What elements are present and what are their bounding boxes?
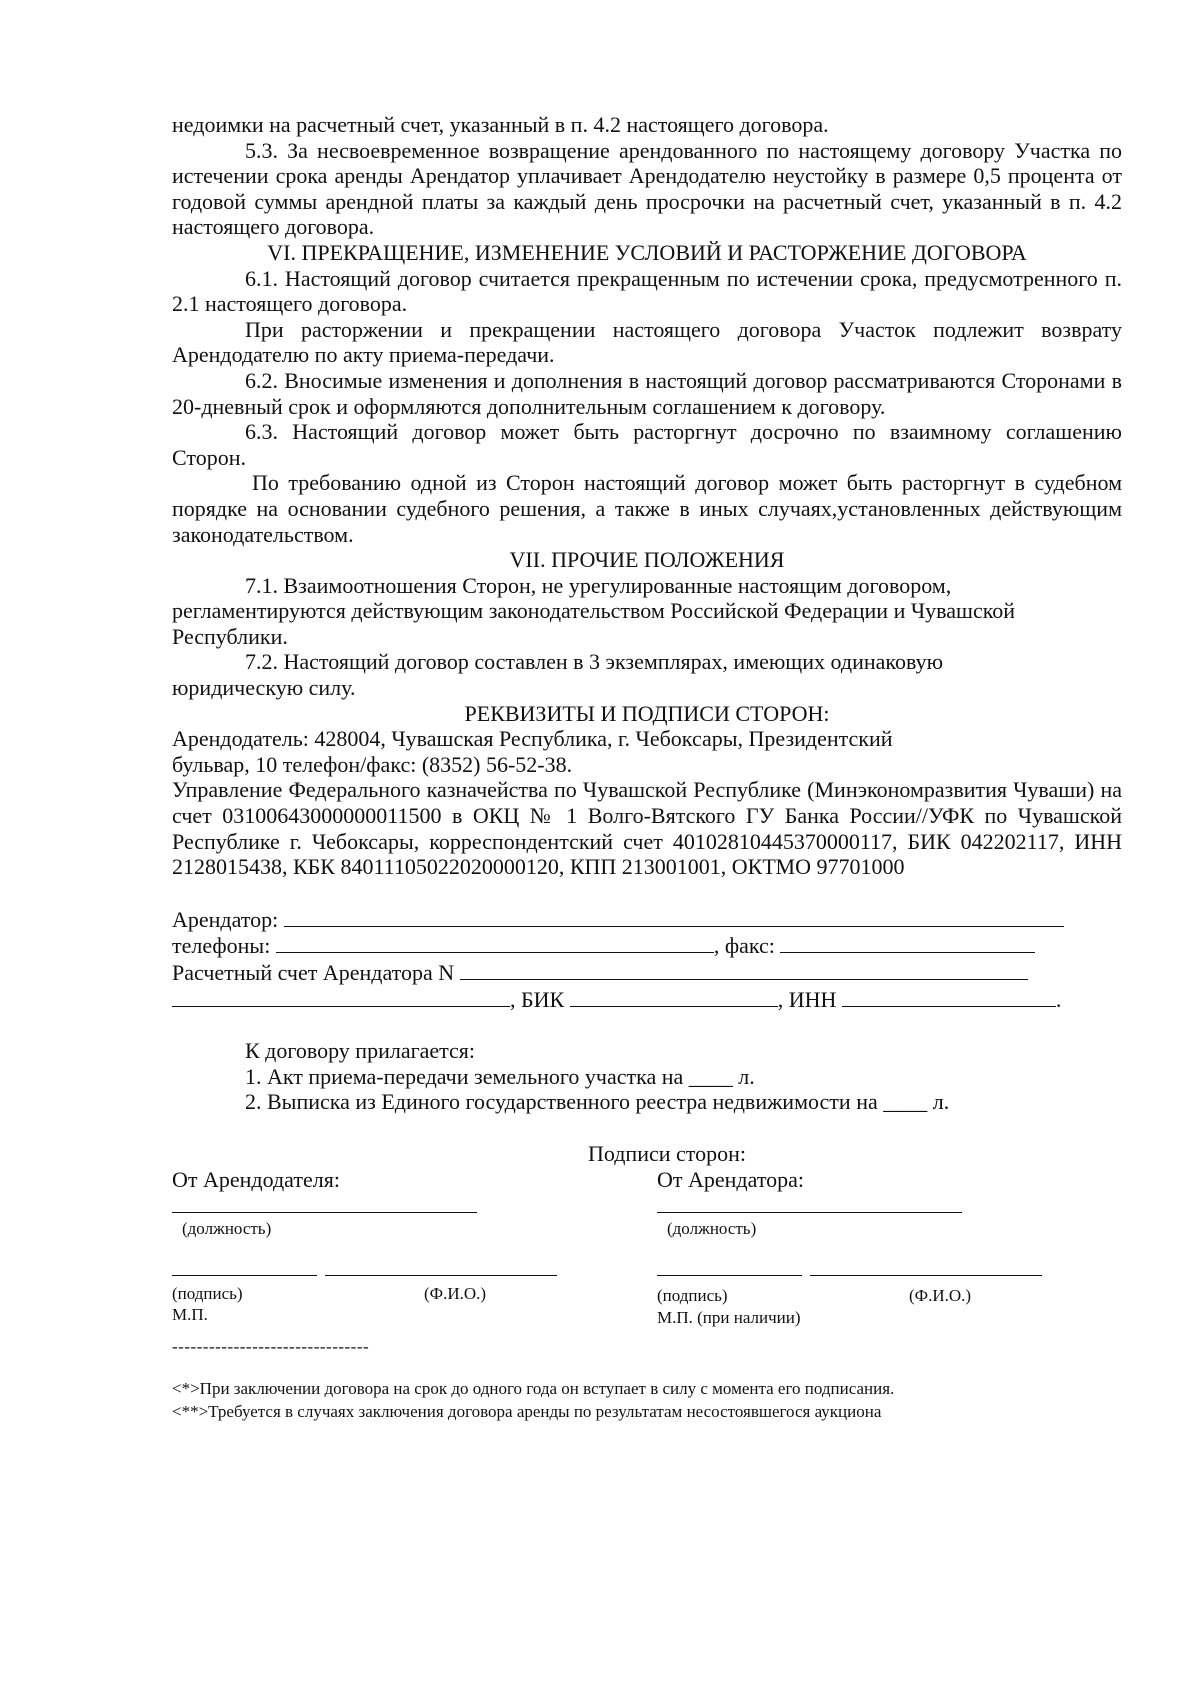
- paragraph-6-1-b: При расторжении и прекращении настоящего договора Участок подлежит возврату Арендодателю по акту приема-передачи.: [172, 316, 1122, 368]
- lessor-address: Арендодатель: 428004, Чувашская Республика, г. Чебоксары, Президентский бульвар, 10 телефон/факс: (8352) 56-52-38.: [172, 726, 893, 777]
- tenant-seal: М.П. (при наличии): [657, 1307, 801, 1327]
- lessor-fio-line[interactable]: [325, 1275, 557, 1276]
- heading-requisites: РЕКВИЗИТЫ И ПОДПИСИ СТОРОН:: [464, 700, 830, 726]
- bik-label: , БИК: [510, 986, 565, 1012]
- footnote-2: <**>Требуется в случаях заключения договора аренды по результатам несостоявшегося аукциона: [172, 1401, 882, 1421]
- paragraph-6-3-b: По требованию одной из Сторон настоящий договор может быть расторгнут в судебном порядке на основании судебного решения, а также в иных случаях,установленных действующим законодательством.: [172, 470, 1122, 547]
- document-page: [172, 112, 1122, 1423]
- tenant-position-line[interactable]: [657, 1212, 962, 1213]
- tenant-sign-caption: (подпись): [657, 1285, 728, 1305]
- signatures-block: [172, 1167, 1122, 1377]
- lessor-bank-details: Управление Федерального казначейства по Чувашской Республике (Минэкономразвития Чуваши) на счет 03100643000000011500 в ОКЦ № 1 Волго-Вятского ГУ Банка России//УФК по Чувашской Республике г. Чебоксары, корреспондентский счет 40102810445370000117, БИК 042202117, ИНН 2128015438, КБК 84011105022020000120, КПП 213001001, ОКТМО 97701000: [172, 777, 1122, 880]
- heading-section-6: VI. ПРЕКРАЩЕНИЕ, ИЗМЕНЕНИЕ УСЛОВИЙ И РАСТОРЖЕНИЕ ДОГОВОРА: [267, 239, 1027, 265]
- tenant-position-caption: (должность): [667, 1218, 757, 1238]
- paragraph-5-3: 5.3. За несвоевременное возвращение арендованного по настоящему договору Участка по истечении срока аренды Арендатор уплачивает Арендодателю неустойку в размере 0,5 процента от годовой суммы арендной платы за каждый день просрочки на расчетный счет, указанный в п. 4.2 настоящего договора.: [172, 137, 1122, 240]
- fax-field[interactable]: [780, 932, 1035, 953]
- account-field[interactable]: [460, 959, 1028, 980]
- footnote-1: <*>При заключении договора на срок до одного года он вступает в силу с момента его подписания.: [172, 1378, 895, 1398]
- attachments-title: К договору прилагается:: [245, 1038, 476, 1064]
- account-field-continued[interactable]: [172, 986, 510, 1007]
- attachment-item-1: 1. Акт приема-передачи земельного участка на ____ л.: [245, 1063, 755, 1089]
- phones-label: телефоны:: [172, 933, 271, 959]
- tenant-fio-line[interactable]: [810, 1275, 1042, 1276]
- tenant-name-field[interactable]: [284, 906, 1064, 927]
- attachments: [172, 1038, 1122, 1115]
- form-end-dot: .: [1055, 986, 1062, 1012]
- tenant-fio-caption: (Ф.И.О.): [909, 1285, 972, 1305]
- tenant-phone-row: [172, 932, 1122, 959]
- lessor-fio-caption: (Ф.И.О.): [424, 1283, 487, 1303]
- footnote-separator: --------------------------------: [172, 1336, 370, 1356]
- from-tenant-label: От Арендатора:: [657, 1166, 805, 1192]
- tenant-bank-row: [172, 986, 1122, 1013]
- attachment-item-2: 2. Выписка из Единого государственного реестра недвижимости на ____ л.: [245, 1089, 950, 1115]
- signatures-title: Подписи сторон:: [587, 1140, 746, 1166]
- lessor-sign-line[interactable]: [172, 1275, 317, 1276]
- paragraph-7-2: 7.2. Настоящий договор составлен в 3 экземплярах, имеющих одинаковую юридическую силу.: [172, 649, 944, 701]
- bik-field[interactable]: [570, 986, 778, 1007]
- tenant-name-row: [172, 906, 1122, 933]
- tenant-sign-line[interactable]: [657, 1275, 802, 1276]
- from-lessor-label: От Арендодателя:: [172, 1166, 340, 1192]
- inn-field[interactable]: [842, 986, 1056, 1007]
- inn-label: , ИНН: [777, 986, 837, 1012]
- account-label: Расчетный счет Арендатора N: [172, 960, 455, 985]
- paragraph-6-3: 6.3. Настоящий договор может быть расторгнут досрочно по взаимному соглашению Сторон.: [172, 419, 1122, 470]
- lessor-position-caption: (должность): [182, 1218, 272, 1238]
- tenant-label: Арендатор:: [172, 906, 279, 932]
- tenant-account-row: [172, 959, 1122, 986]
- paragraph-7-1: 7.1. Взаимоотношения Сторон, не урегулированные настоящим договором, регламентируются действующим законодательством Российской Федерации и Чувашской Республики.: [172, 572, 1016, 649]
- heading-section-7: VII. ПРОЧИЕ ПОЛОЖЕНИЯ: [509, 547, 785, 573]
- fax-label: , факс:: [713, 933, 775, 959]
- tenant-form: [172, 906, 1122, 1012]
- paragraph-6-1: 6.1. Настоящий договор считается прекращенным по истечении срока, предусмотренного п. 2.1 настоящего договора.: [172, 265, 1122, 317]
- paragraph-6-2: 6.2. Вносимые изменения и дополнения в настоящий договор рассматриваются Сторонами в 20-дневный срок и оформляются дополнительным соглашением к договору.: [172, 367, 1122, 419]
- lessor-position-line[interactable]: [172, 1212, 477, 1213]
- paragraph-5-2-end: недоимки на расчетный счет, указанный в п. 4.2 настоящего договора.: [172, 112, 829, 137]
- phones-field[interactable]: [276, 932, 714, 953]
- lessor-seal: М.П.: [172, 1304, 208, 1324]
- lessor-sign-caption: (подпись): [172, 1283, 243, 1303]
